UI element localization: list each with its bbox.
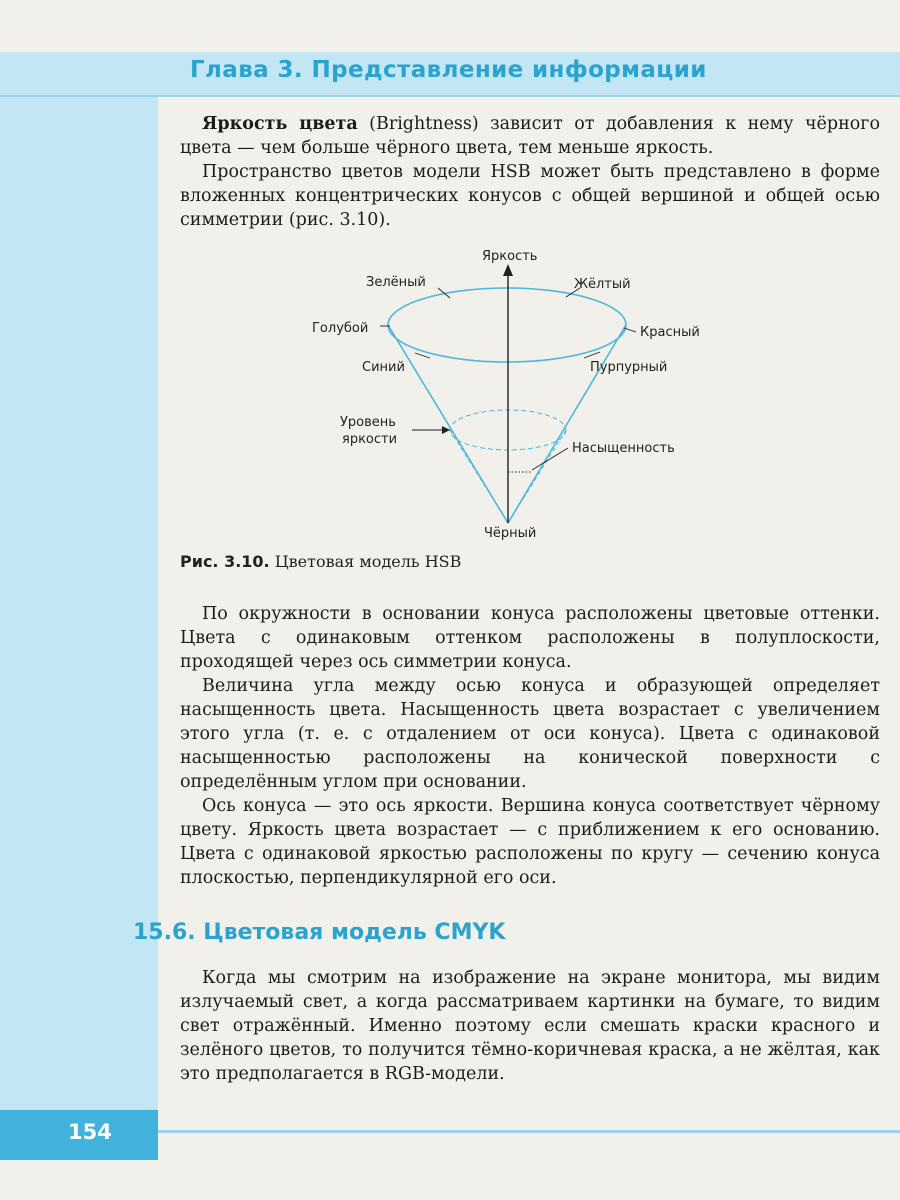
footer-rule	[158, 1130, 900, 1133]
pointer-brightness-level-arrowhead	[442, 426, 450, 434]
label-brightness-level-2: яркости	[342, 432, 398, 447]
section-text	[180, 966, 880, 1086]
cone-right-edge	[508, 325, 626, 523]
cone-left-edge	[388, 325, 508, 523]
section-heading: 15.6. Цветовая модель CMYK	[133, 920, 506, 945]
body-text	[180, 602, 880, 890]
intro-paragraph-1	[180, 112, 880, 160]
chapter-title: Глава 3. Представление информации	[190, 57, 707, 83]
label-red: Красный	[640, 325, 700, 340]
left-margin-band	[0, 95, 158, 1145]
label-blue: Синий	[362, 360, 405, 375]
figure-caption	[180, 552, 461, 571]
body-paragraph-1: По окружности в основании конуса расположены цветовые оттенки. Цвета с одинаковым оттенком расположены в полуплоскости, проходящей через ось симметрии конуса.	[180, 604, 880, 672]
label-magenta: Пурпурный	[590, 360, 668, 375]
label-yellow: Жёлтый	[574, 277, 631, 292]
inner-cone-right	[508, 430, 566, 523]
label-green: Зелёный	[366, 275, 426, 290]
label-brightness: Яркость	[482, 249, 538, 264]
body-paragraph-2: Величина угла между осью конуса и образующей определяет насыщенность цвета. Насыщенность цвета возрастает с увеличением этого угла (т. е. с отдалением от оси конуса). Цвета с одинаковой насыщенностью расположены на конической поверхности с определённым углом при основании.	[180, 676, 880, 792]
intro-paragraph-2: Пространство цветов модели HSB может быть представлено в форме вложенных концентрических конусов с общей вершиной и общей осью симметрии (рис. 3.10).	[180, 162, 880, 230]
page-number: 154	[68, 1120, 112, 1144]
pointer-blue	[415, 353, 430, 358]
cone-base-ellipse	[388, 288, 626, 362]
figure-caption-text: Цветовая модель HSB	[274, 552, 462, 571]
header-rule	[0, 95, 900, 97]
brightness-axis-arrowhead	[503, 264, 513, 276]
label-cyan: Голубой	[312, 321, 369, 336]
intro-text	[180, 112, 880, 232]
hsb-cone-diagram	[300, 240, 720, 540]
label-black: Чёрный	[484, 526, 537, 540]
label-saturation: Насыщенность	[572, 441, 675, 456]
section-paragraph-1: Когда мы смотрим на изображение на экране монитора, мы видим излучаемый свет, а когда рассматриваем картинки на бумаге, то видим свет отражённый. Именно поэтому если смешать краски красного и зелёного цветов, то получится тёмно-коричневая краска, а не жёлтая, как это предполагается в RGB-модели.	[180, 968, 880, 1084]
label-brightness-level-1: Уровень	[340, 415, 396, 430]
figure-caption-number: Рис. 3.10.	[180, 552, 270, 571]
brightness-definition: (Brightness) зависит от добавления к нему чёрного цвета — чем больше чёрного цвета, тем меньше яркость.	[180, 114, 880, 158]
brightness-term: Яркость цвета	[202, 114, 358, 134]
body-paragraph-3: Ось конуса — это ось яркости. Вершина конуса соответствует чёрному цвету. Яркость цвета возрастает — с приближением к его основанию. Цвета с одинаковой яркостью расположены по кругу — сечению конуса плоскостью, перпендикулярной его оси.	[180, 796, 880, 888]
